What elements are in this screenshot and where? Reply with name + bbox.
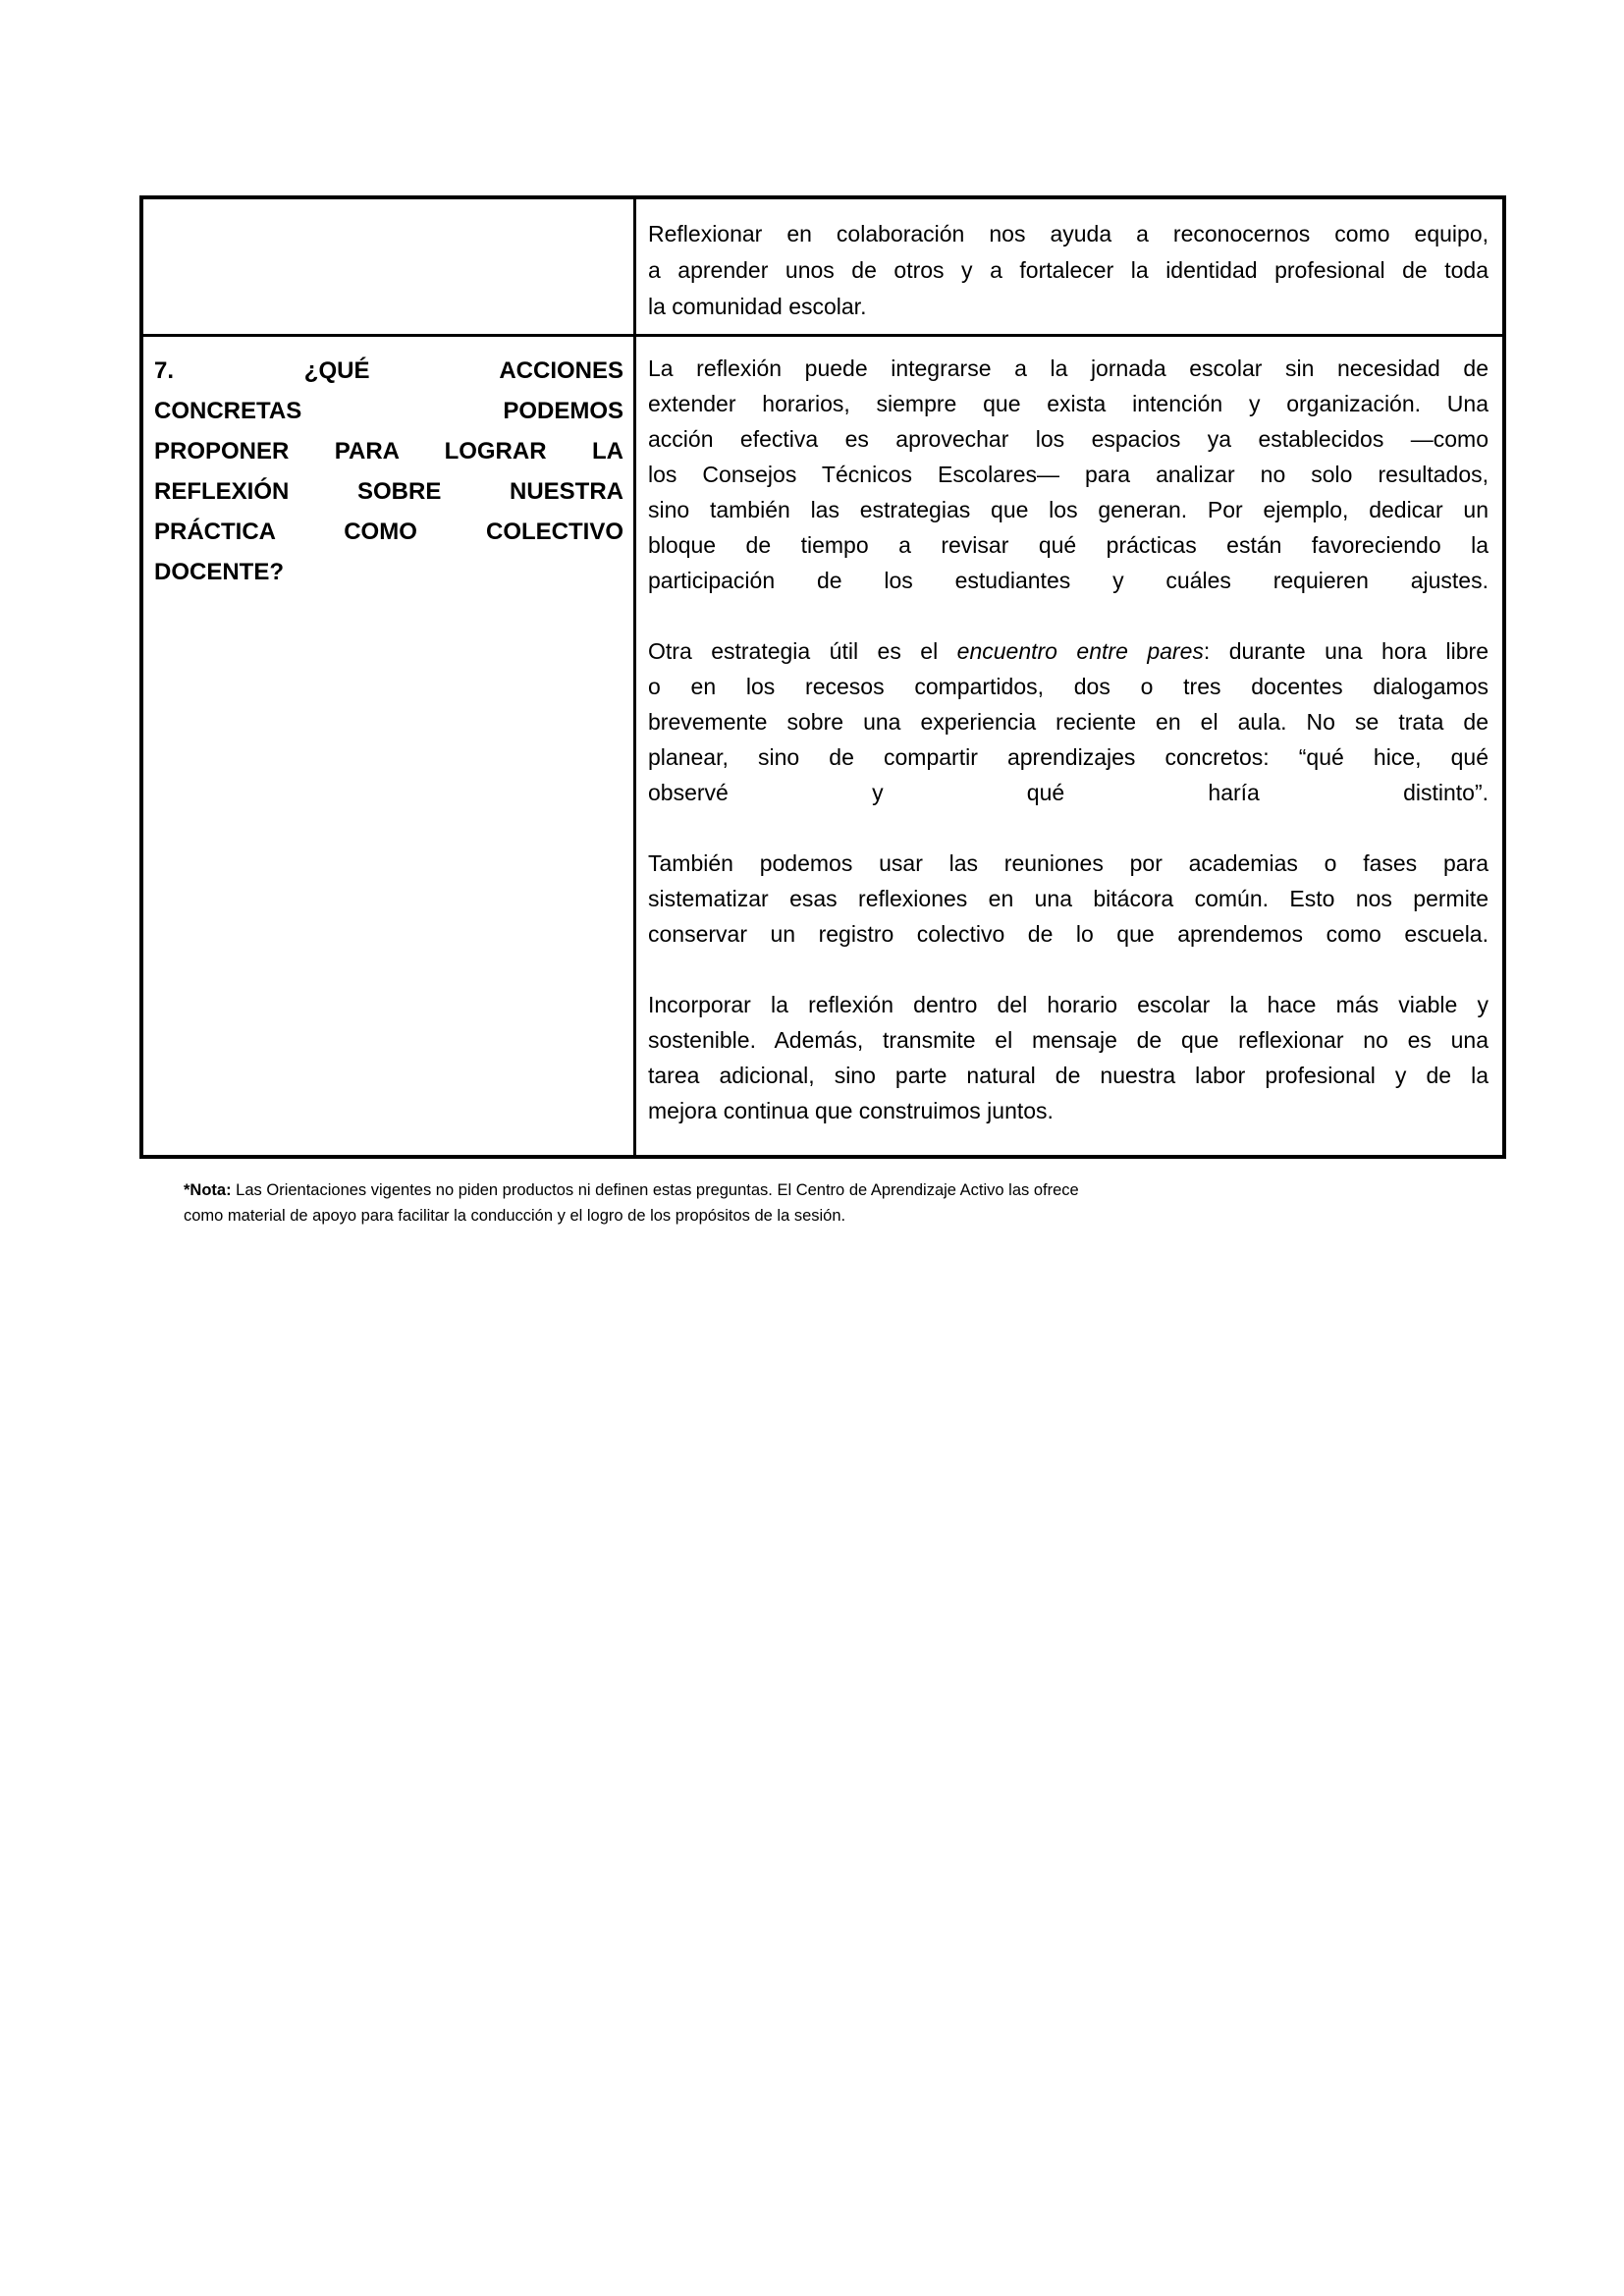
text-line: Reflexionar en colaboración nos ayuda a reconocernos como equipo, [648, 221, 1489, 246]
question-line: 7. ¿QUÉ ACCIONES [154, 357, 623, 384]
text-line: sostenible. Además, transmite el mensaje de que reflexionar no es una [648, 1027, 1489, 1053]
text-line: La reflexión puede integrarse a la jornada escolar sin necesidad de [648, 355, 1489, 381]
italic-phrase: encuentro entre pares [956, 638, 1204, 664]
text-line: los Consejos Técnicos Escolares— para analizar no solo resultados, [648, 462, 1489, 487]
text-line: mejora continua que construimos juntos. [648, 1098, 1054, 1123]
text-line: conservar un registro colectivo de lo que aprendemos como escuela. [648, 921, 1489, 947]
footnote-line: como material de apoyo para facilitar la conducción y el logro de los propósitos de la sesión. [184, 1207, 846, 1225]
footnote [184, 1177, 1457, 1229]
text-line: sistematizar esas reflexiones en una bitácora común. Esto nos permite [648, 886, 1489, 911]
question-line: DOCENTE? [154, 559, 284, 585]
text-line: brevemente sobre una experiencia reciente en el aula. No se trata de [648, 709, 1489, 735]
question-cell-empty [143, 199, 636, 334]
question-line: PROPONER PARA LOGRAR LA [154, 438, 623, 465]
text-line: sino también las estrategias que los generan. Por ejemplo, dedicar un [648, 497, 1489, 522]
answer-paragraph-1 [648, 351, 1489, 598]
text-line: o en los recesos compartidos, dos o tres docentes dialogamos [648, 674, 1489, 699]
text-segment: Otra estrategia útil es el [648, 638, 957, 664]
answer-paragraph-4 [648, 987, 1489, 1128]
question-line: PRÁCTICA COMO COLECTIVO [154, 519, 623, 545]
table-row-7 [143, 334, 1502, 1155]
text-line: bloque de tiempo a revisar qué prácticas están favoreciendo la [648, 532, 1489, 558]
content-table [139, 195, 1506, 1159]
question-line: REFLEXIÓN SOBRE NUESTRA [154, 478, 623, 505]
text-segment: Las Orientaciones vigentes no piden productos ni definen estas preguntas. El Centro de Aprendizaje Activo las ofrece [231, 1181, 1079, 1199]
text-line: planear, sino de compartir aprendizajes concretos: “qué hice, qué [648, 744, 1489, 770]
text-segment: : durante una hora libre [1203, 638, 1489, 664]
text-line: acción efectiva es aprovechar los espacios ya establecidos —como [648, 426, 1489, 452]
text-line: la comunidad escolar. [648, 294, 867, 319]
text-line: a aprender unos de otros y a fortalecer la identidad profesional de toda [648, 257, 1489, 283]
text-line: extender horarios, siempre que exista intención y organización. Una [648, 391, 1489, 416]
text-line: observé y qué haría distinto”. [648, 780, 1489, 805]
answer-paragraph-3 [648, 846, 1489, 952]
text-line [648, 633, 1489, 669]
footnote-line [184, 1177, 1457, 1203]
text-line: tarea adicional, sino parte natural de nuestra labor profesional y de la [648, 1063, 1489, 1088]
text-line: También podemos usar las reuniones por academias o fases para [648, 850, 1489, 876]
text-line: Incorporar la reflexión dentro del horario escolar la hace más viable y [648, 992, 1489, 1017]
table-row-continuation [143, 199, 1502, 334]
answer-cell-continuation [636, 199, 1502, 334]
answer-paragraph-2 [648, 633, 1489, 810]
footnote-label: *Nota: [184, 1181, 232, 1199]
question-line: CONCRETAS PODEMOS [154, 398, 623, 424]
text-line: participación de los estudiantes y cuáles requieren ajustes. [648, 568, 1489, 593]
answer-cell [636, 337, 1502, 1155]
question-cell [143, 337, 636, 1155]
